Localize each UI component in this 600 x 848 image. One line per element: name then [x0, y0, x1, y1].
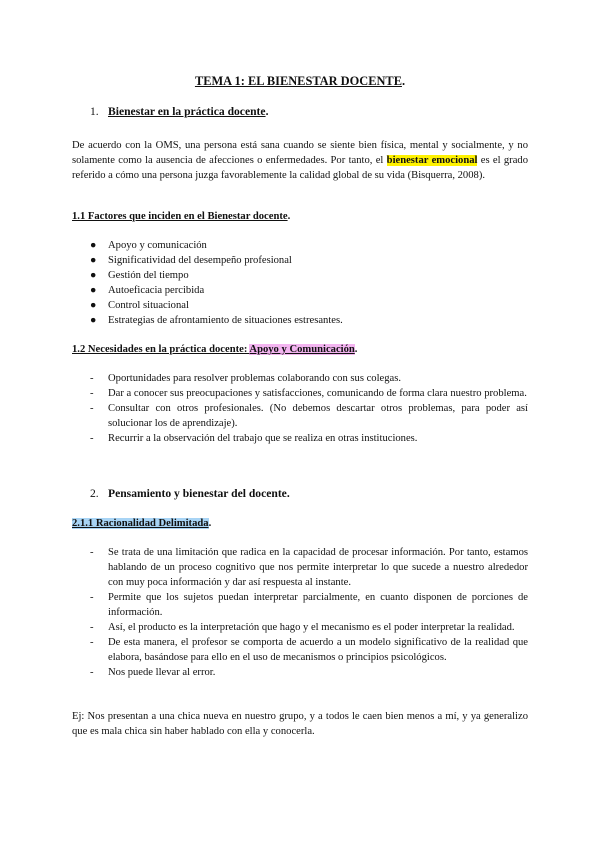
subheading-label: 1.1 Factores que inciden en el Bienestar docente: [72, 211, 288, 222]
list-item: [90, 283, 510, 298]
dash-marker: -: [90, 433, 94, 444]
dash-marker: -: [90, 547, 94, 558]
list-item: [90, 545, 528, 590]
factors-list: [90, 238, 510, 328]
dash-marker: -: [90, 388, 94, 399]
section-label: Bienestar en la práctica docente: [108, 105, 266, 118]
intro-text-before: De acuerdo con la OMS, una persona está sana cuando se siente bien física, mental y socialmente, y no solamente como la ausencia de afecciones o enfermedades. Por tanto, el: [72, 140, 528, 166]
bullet-icon: ●: [90, 300, 97, 311]
intro-paragraph: [72, 138, 528, 183]
list-item-text: Así, el producto es la interpretación que hago y el mecanismo es el poder interpretar la realidad.: [108, 622, 515, 633]
list-item: [90, 590, 528, 620]
dash-marker: -: [90, 637, 94, 648]
bullet-icon: ●: [90, 240, 97, 251]
section-label: Pensamiento y bienestar del docente: [108, 487, 287, 500]
needs-list: [90, 371, 528, 446]
dash-marker: -: [90, 622, 94, 633]
list-item: [90, 298, 510, 313]
list-item: [90, 401, 528, 431]
list-item-text: Autoeficacia percibida: [108, 285, 205, 296]
bullet-icon: ●: [90, 315, 97, 326]
list-item-text: Se trata de una limitación que radica en la capacidad de procesar información. Por tanto, estamos hablando de un proceso cognitivo que nos permite interpretar lo que sucede a nuestro alrededor con muy poca información y dar así respuesta al instante.: [108, 547, 528, 588]
list-item-text: Permite que los sujetos puedan interpretar parcialmente, en cuanto disponen de porciones de información.: [108, 592, 528, 618]
dash-marker: -: [90, 373, 94, 384]
subheading-1-1: [72, 209, 290, 224]
rationality-list: [90, 545, 528, 680]
intro-text-after: es el grado referido a cómo una persona juzga favorablemente la calidad global de su vida (Bisquerra, 2008).: [72, 155, 528, 181]
list-item-text: Consultar con otros profesionales. (No debemos descartar otros problemas, para poder así solucionar los de aprendizaje).: [108, 403, 528, 429]
list-item-text: De esta manera, el profesor se comporta de acuerdo a un modelo significativo de la realidad que elabora, basándose para ello en el uso de mecanismos o principios psicológicos.: [108, 637, 528, 663]
list-item: [90, 371, 528, 386]
list-item-text: Nos puede llevar al error.: [108, 667, 216, 678]
list-item: [90, 431, 528, 446]
list-item-text: Apoyo y comunicación: [108, 240, 207, 251]
list-item: [90, 635, 528, 665]
bullet-icon: ●: [90, 270, 97, 281]
subheading-suffix: .: [354, 344, 358, 355]
subheading-suffix: .: [287, 211, 291, 222]
list-item-text: Dar a conocer sus preocupaciones y satisfacciones, comunicando de forma clara nuestro problema.: [108, 388, 527, 399]
list-item: [90, 313, 510, 328]
list-item-text: Oportunidades para resolver problemas colaborando con sus colegas.: [108, 373, 401, 384]
dash-marker: -: [90, 667, 94, 678]
highlight-bienestar-emocional: bienestar emocional: [386, 155, 478, 166]
list-item-text: Estrategias de afrontamiento de situaciones estresantes.: [108, 315, 343, 326]
list-item-text: Control situacional: [108, 300, 189, 311]
list-item: [90, 620, 528, 635]
dash-marker: -: [90, 403, 94, 414]
section-suffix: .: [265, 105, 269, 118]
subheading-2-1-1: [72, 516, 211, 531]
list-item-text: Significatividad del desempeño profesional: [108, 255, 292, 266]
section-suffix: .: [286, 487, 290, 500]
list-item: [90, 238, 510, 253]
section-number: 2.: [90, 487, 99, 500]
bullet-icon: ●: [90, 255, 97, 266]
highlight-apoyo-comunicacion: Apoyo y Comunicación: [249, 344, 355, 355]
page-title: [0, 74, 600, 89]
subheading-1-2: [72, 342, 357, 357]
title-text: TEMA 1: EL BIENESTAR DOCENTE: [194, 74, 402, 88]
list-item: [90, 665, 528, 680]
bullet-icon: ●: [90, 285, 97, 296]
section-2-heading: [90, 486, 290, 501]
example-paragraph: Ej: Nos presentan a una chica nueva en nuestro grupo, y a todos le caen bien menos a mí, y ya generalizo que es mala chica sin haber hablado con ella y conocerla.: [72, 711, 528, 737]
list-item: [90, 268, 510, 283]
subheading-suffix: .: [208, 518, 212, 529]
subheading-label: 2.1.1 Racionalidad Delimitada: [72, 518, 209, 529]
list-item: [90, 386, 528, 401]
title-suffix: .: [401, 74, 406, 88]
dash-marker: -: [90, 592, 94, 603]
list-item-text: Gestión del tiempo: [108, 270, 189, 281]
subheading-label: 1.2 Necesidades en la práctica docente:: [72, 344, 250, 355]
section-number: 1.: [90, 105, 99, 118]
list-item-text: Recurrir a la observación del trabajo que se realiza en otras instituciones.: [108, 433, 418, 444]
section-1-heading: [90, 104, 268, 119]
list-item: [90, 253, 510, 268]
